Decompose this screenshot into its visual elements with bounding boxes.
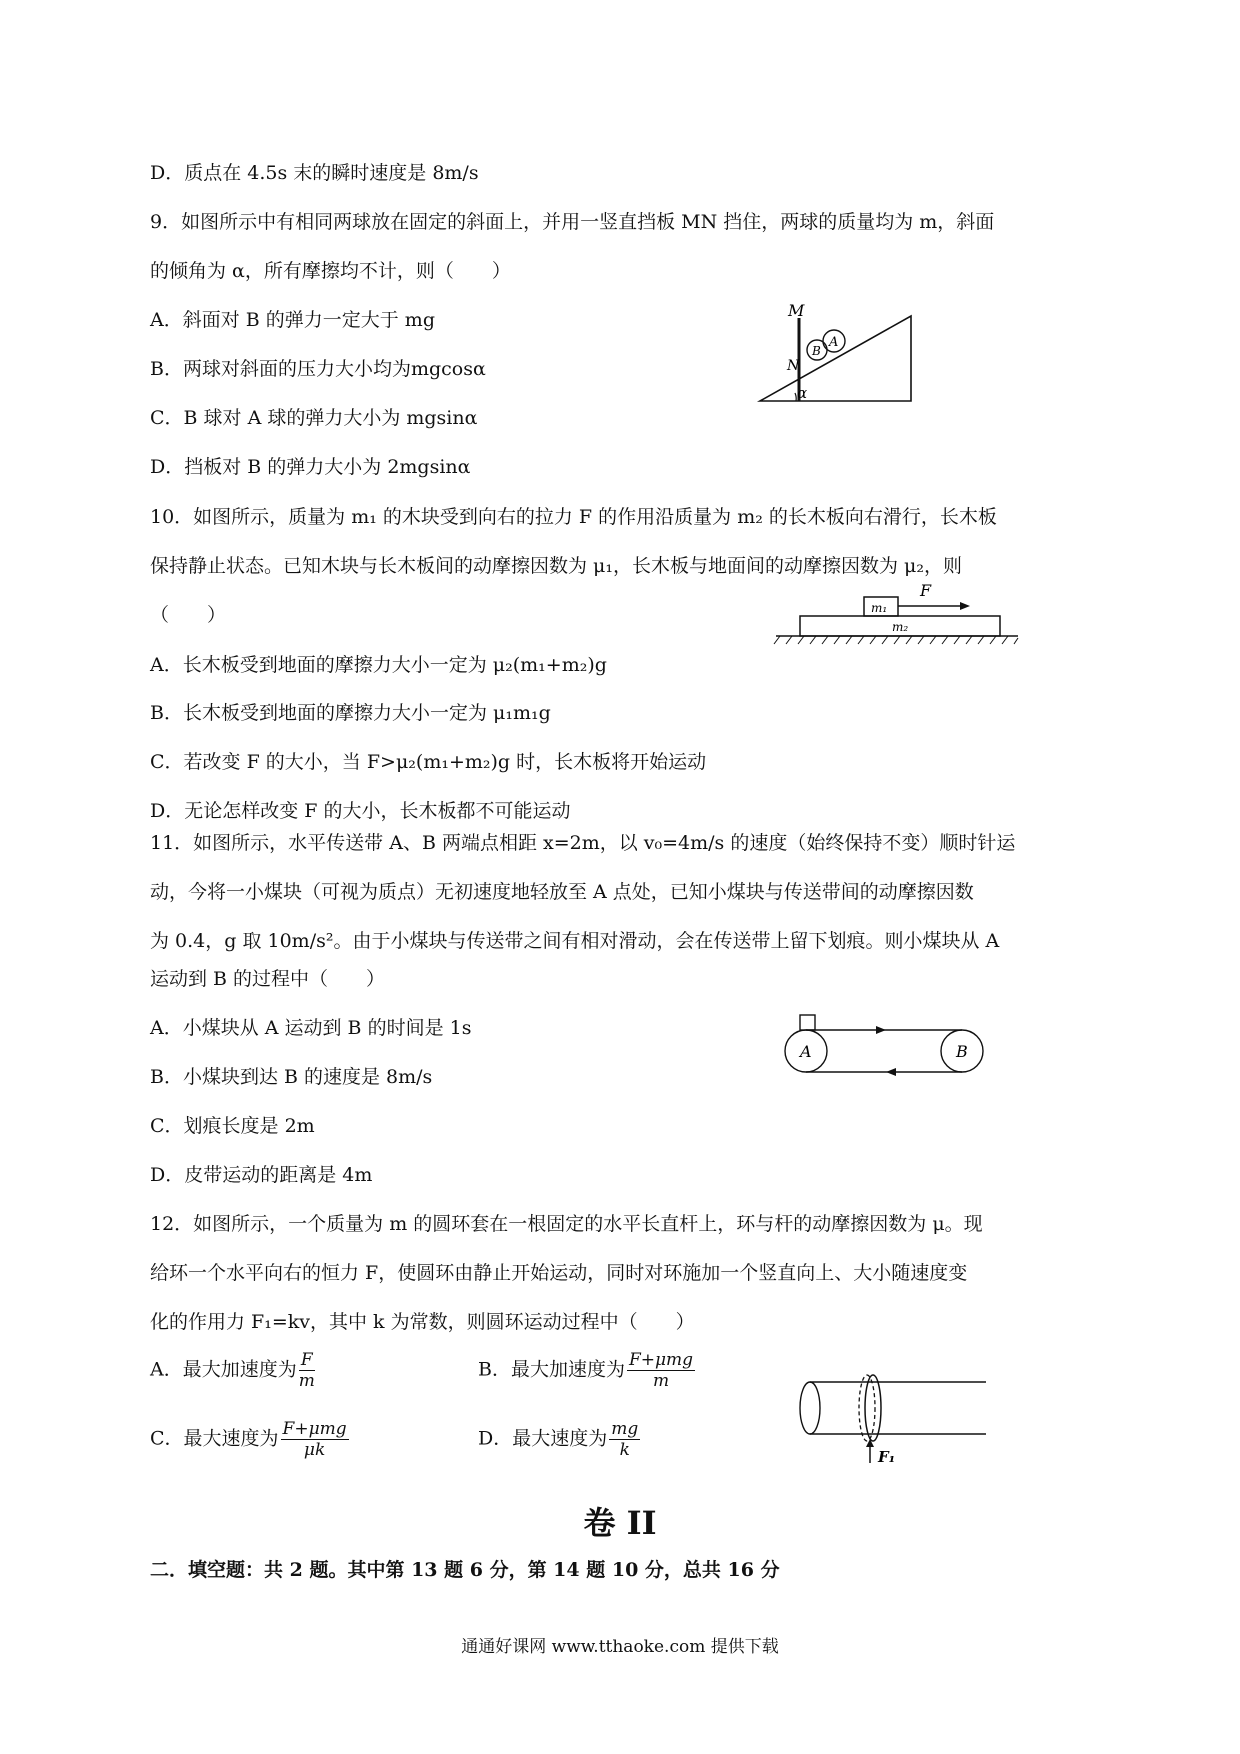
q11-option-d: D．皮带运动的距离是 4m xyxy=(150,1164,373,1186)
q9-incline-figure xyxy=(740,298,920,408)
label-m2: m₂ xyxy=(892,620,909,634)
q10-board-figure xyxy=(772,578,1022,650)
q12-option-b-fraction xyxy=(627,1350,695,1391)
q12-option-c-label: C．最大速度为 xyxy=(150,1427,279,1450)
label-a: A xyxy=(829,335,839,350)
q12-option-b-numerator: F+μmg xyxy=(628,1350,694,1370)
f1-arrowhead xyxy=(866,1439,874,1447)
top-arrow xyxy=(876,1026,886,1034)
q11-stem-line1: 11．如图所示，水平传送带 A、B 两端点相距 x=2m，以 v₀=4m/s 的速度（始终保持不变）顺时针运 xyxy=(150,832,1016,854)
q9-option-c: C．B 球对 A 球的弹力大小为 mgsinα xyxy=(150,407,478,429)
label-b: B xyxy=(812,344,821,358)
force-arrowhead xyxy=(960,602,970,610)
q12-option-b-denominator: m xyxy=(652,1371,670,1391)
q11-conveyor-figure xyxy=(780,1012,990,1080)
q10-option-b: B．长木板受到地面的摩擦力大小一定为 μ₁m₁g xyxy=(150,702,551,724)
rod-end xyxy=(800,1382,820,1434)
label-m1: m₁ xyxy=(871,601,888,615)
q11-stem-line3: 为 0.4，g 取 10m/s²。由于小煤块与传送带之间有相对滑动，会在传送带上留下划痕。则小煤块从 A xyxy=(150,930,1000,952)
q11-stem-line2: 动，今将一小煤块（可视为质点）无初速度地轻放至 A 点处，已知小煤块与传送带间的动摩擦因数 xyxy=(150,881,974,903)
q12-option-d-denominator: k xyxy=(619,1440,630,1460)
q12-stem-line2: 给环一个水平向右的恒力 F，使圆环由静止开始运动，同时对环施加一个竖直向上、大小随速度变 xyxy=(150,1262,968,1284)
label-n: N xyxy=(787,358,800,374)
coal-block xyxy=(800,1015,815,1030)
q12-option-c-denominator: μk xyxy=(303,1440,326,1460)
q8-option-d: D．质点在 4.5s 末的瞬时速度是 8m/s xyxy=(150,162,479,184)
q12-option-a xyxy=(150,1350,315,1391)
q12-option-b xyxy=(478,1350,695,1391)
q12-ring-rod-figure xyxy=(790,1368,990,1468)
q12-option-a-denominator: m xyxy=(298,1371,315,1391)
q10-stem-line3: （ ） xyxy=(150,604,227,626)
label-f1: F₁ xyxy=(878,1448,896,1466)
q10-stem-line1: 10．如图所示，质量为 m₁ 的木块受到向右的拉力 F 的作用沿质量为 m₂ 的长木板向右滑行，长木板 xyxy=(150,506,997,528)
q12-option-a-numerator: F xyxy=(299,1350,315,1371)
q9-stem-line2: 的倾角为 α，所有摩擦均不计，则（ ） xyxy=(150,260,511,282)
q11-option-b: B．小煤块到达 B 的速度是 8m/s xyxy=(150,1066,433,1088)
q9-option-a: A．斜面对 B 的弹力一定大于 mg xyxy=(150,309,435,331)
label-a: A xyxy=(800,1042,812,1061)
incline-triangle xyxy=(760,316,911,401)
q9-option-d: D．挡板对 B 的弹力大小为 2mgsinα xyxy=(150,456,471,478)
label-alpha: α xyxy=(797,384,808,402)
q11-stem-line4: 运动到 B 的过程中（ ） xyxy=(150,968,386,990)
q12-option-c xyxy=(150,1419,349,1460)
q12-option-d xyxy=(478,1419,640,1460)
q11-option-c: C．划痕长度是 2m xyxy=(150,1115,315,1137)
q10-option-a: A．长木板受到地面的摩擦力大小一定为 μ₂(m₁+m₂)g xyxy=(150,654,607,676)
q10-stem-line2: 保持静止状态。已知木块与长木板间的动摩擦因数为 μ₁，长木板与地面间的动摩擦因数为 μ₂，则 xyxy=(150,555,963,577)
q12-stem-line3: 化的作用力 F₁=kv，其中 k 为常数，则圆环运动过程中（ ） xyxy=(150,1311,695,1333)
bottom-arrow xyxy=(886,1068,896,1076)
q12-option-b-label: B．最大加速度为 xyxy=(478,1358,625,1381)
q10-option-d: D．无论怎样改变 F 的大小，长木板都不可能运动 xyxy=(150,800,571,822)
label-m: M xyxy=(788,301,805,320)
label-f: F xyxy=(920,581,932,600)
q12-option-c-fraction xyxy=(281,1419,349,1460)
q12-option-d-numerator: mg xyxy=(611,1419,639,1439)
q11-option-a: A．小煤块从 A 运动到 B 的时间是 1s xyxy=(150,1017,472,1039)
q12-stem-line1: 12．如图所示，一个质量为 m 的圆环套在一根固定的水平长直杆上，环与杆的动摩擦因数为 μ。现 xyxy=(150,1213,983,1235)
label-b: B xyxy=(956,1042,968,1061)
q9-option-b: B．两球对斜面的压力大小均为mgcosα xyxy=(150,358,486,380)
section-heading: 二．填空题：共 2 题。其中第 13 题 6 分，第 14 题 10 分，总共 16 分 xyxy=(150,1559,780,1581)
page-footer: 通通好课网 www.tthaoke.com 提供下载 xyxy=(461,1637,779,1657)
q12-option-a-label: A．最大加速度为 xyxy=(150,1358,297,1381)
q12-option-d-label: D．最大速度为 xyxy=(478,1427,608,1450)
q12-option-d-fraction xyxy=(609,1419,640,1460)
q12-option-a-fraction xyxy=(299,1350,315,1391)
q9-stem-line1: 9．如图所示中有相同两球放在固定的斜面上，并用一竖直挡板 MN 挡住，两球的质量均为 m，斜面 xyxy=(150,211,995,233)
q10-option-c: C．若改变 F 的大小，当 F>μ₂(m₁+m₂)g 时，长木板将开始运动 xyxy=(150,751,707,773)
ground-hatching xyxy=(774,636,1018,644)
part-two-title: 卷 II xyxy=(583,1504,657,1542)
q12-option-c-numerator: F+μmg xyxy=(282,1419,347,1439)
